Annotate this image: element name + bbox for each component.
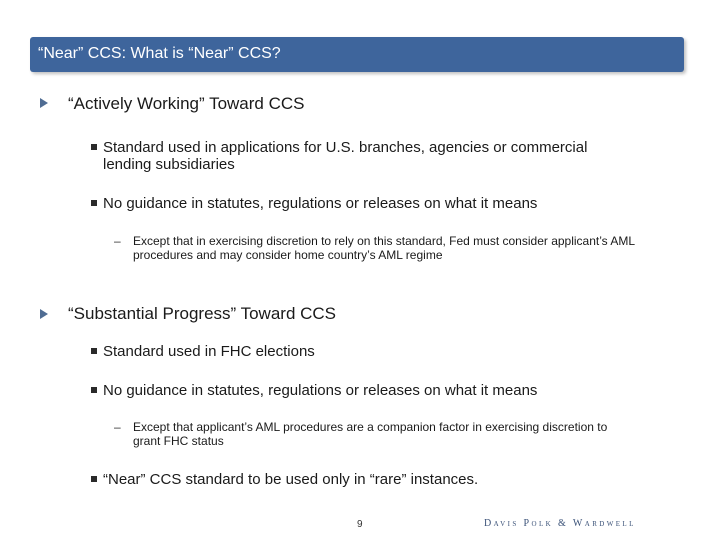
- square-bullet-icon: [91, 387, 97, 393]
- slide-title: “Near” CCS: What is “Near” CCS?: [38, 45, 281, 62]
- bullet-text: “Near” CCS standard to be used only in “rare” instances.: [103, 471, 479, 488]
- title-bar: [30, 37, 684, 72]
- section-heading-actively-working: “Actively Working” Toward CCS: [68, 94, 305, 113]
- arrow-bullet-icon: [40, 309, 48, 319]
- arrow-bullet-icon: [40, 98, 48, 108]
- square-bullet-icon: [91, 476, 97, 482]
- square-bullet-icon: [91, 200, 97, 206]
- sub-bullet-text: Except that in exercising discretion to rely on this standard, Fed must consider applicant’s AML procedures and may consider home country’s AML regime: [133, 234, 635, 262]
- bullet-text: Standard used in FHC elections: [103, 343, 315, 360]
- bullet-text: Standard used in applications for U.S. branches, agencies or commercial lending subsidiaries: [103, 139, 588, 173]
- section-heading-substantial-progress: “Substantial Progress” Toward CCS: [68, 304, 337, 323]
- page-number: 9: [357, 519, 363, 530]
- square-bullet-icon: [91, 144, 97, 150]
- dash-bullet-icon: –: [114, 420, 121, 434]
- bullet-text: No guidance in statutes, regulations or releases on what it means: [103, 382, 538, 399]
- dash-bullet-icon: –: [114, 234, 121, 248]
- bullet-text: No guidance in statutes, regulations or releases on what it means: [103, 195, 538, 212]
- square-bullet-icon: [91, 348, 97, 354]
- firm-logo: Davis Polk & Wardwell: [484, 518, 636, 529]
- sub-bullet-text: Except that applicant’s AML procedures are a companion factor in exercising discretion to grant FHC status: [133, 420, 608, 448]
